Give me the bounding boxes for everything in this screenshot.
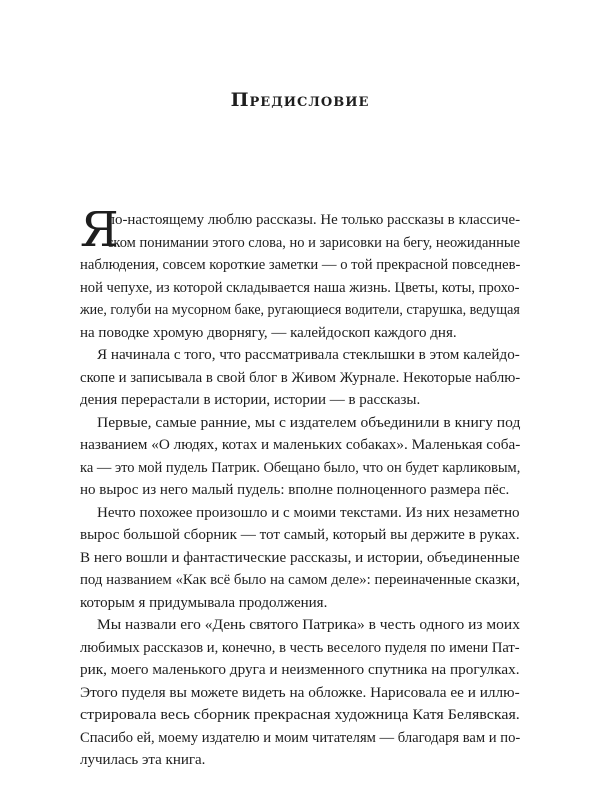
- text-line: вырос большой сборник — тот самый, который вы держите в руках.: [80, 527, 520, 543]
- text-line: но вырос из него малый пудель: вполне полноценного размера пёс.: [80, 482, 510, 498]
- text-line: ной чепухе, из которой складывается наша жизнь. Цветы, коты, прохо-: [80, 279, 520, 296]
- text-line: любимых рассказов и, конечно, в честь веселого пуделя по имени Пат-: [80, 639, 520, 656]
- paragraph: [80, 412, 520, 502]
- body-text: [80, 202, 521, 772]
- text-line: названием «О людях, котах и маленьких собаках». Маленькая соба-: [80, 437, 521, 453]
- paragraph: [80, 502, 520, 615]
- text-line: лучилась эта книга.: [80, 752, 206, 768]
- text-line: под названием «Как всё было на самом деле»: переиначенные сказки,: [80, 572, 520, 588]
- text-line: ка — это мой пудель Патрик. Обещано было, что он будет карликовым,: [80, 459, 521, 476]
- text-line: Нечто похожее произошло и с моими текстами. Из них незаметно: [97, 504, 520, 521]
- text-line: ском понимании этого слова, но и зарисовки на бегу, неожиданные: [107, 234, 521, 251]
- text-line: наблюдения, совсем короткие заметки — о той прекрасной повседнев-: [80, 257, 521, 273]
- text-line: по-настоящему люблю рассказы. Не только рассказы в классиче-: [107, 212, 521, 228]
- drop-cap: Я: [80, 202, 119, 258]
- paragraph: [80, 614, 520, 772]
- page-title: Предисловие: [230, 89, 370, 111]
- text-line: Я начинала с того, что рассматривала стеклышки в этом калейдо-: [97, 347, 520, 363]
- text-line: Спасибо ей, моему издателю и моим читателям — благодаря вам и по-: [80, 729, 521, 746]
- text-line: В него вошли и фантастические рассказы, и истории, объединенные: [80, 549, 520, 566]
- text-line: на поводке хромую дворнягу, — калейдоскоп каждого дня.: [80, 324, 457, 341]
- text-line: жие, голуби на мусорном баке, ругающиеся водители, старушка, ведущая: [80, 302, 520, 318]
- text-line: дения перерастали в истории, истории — в рассказы.: [80, 392, 421, 408]
- text-line: Этого пуделя вы можете видеть на обложке. Нарисовала ее и иллю-: [80, 684, 520, 701]
- text-line: Мы назвали его «День святого Патрика» в честь одного из моих: [97, 617, 520, 633]
- text-line: рик, моего маленького друга и неизменного спутника на прогулках.: [80, 662, 520, 678]
- paragraph: [80, 202, 521, 344]
- text-line: стрировала весь сборник прекрасная художница Катя Белявская.: [80, 707, 520, 723]
- text-line: которым я придумывала продолжения.: [80, 594, 328, 611]
- paragraph: [80, 344, 520, 412]
- text-line: Первые, самые ранние, мы с издателем объединили в книгу под: [97, 414, 521, 431]
- text-line: скопе и записывала в свой блог в Живом Журнале. Некоторые наблю-: [80, 369, 521, 386]
